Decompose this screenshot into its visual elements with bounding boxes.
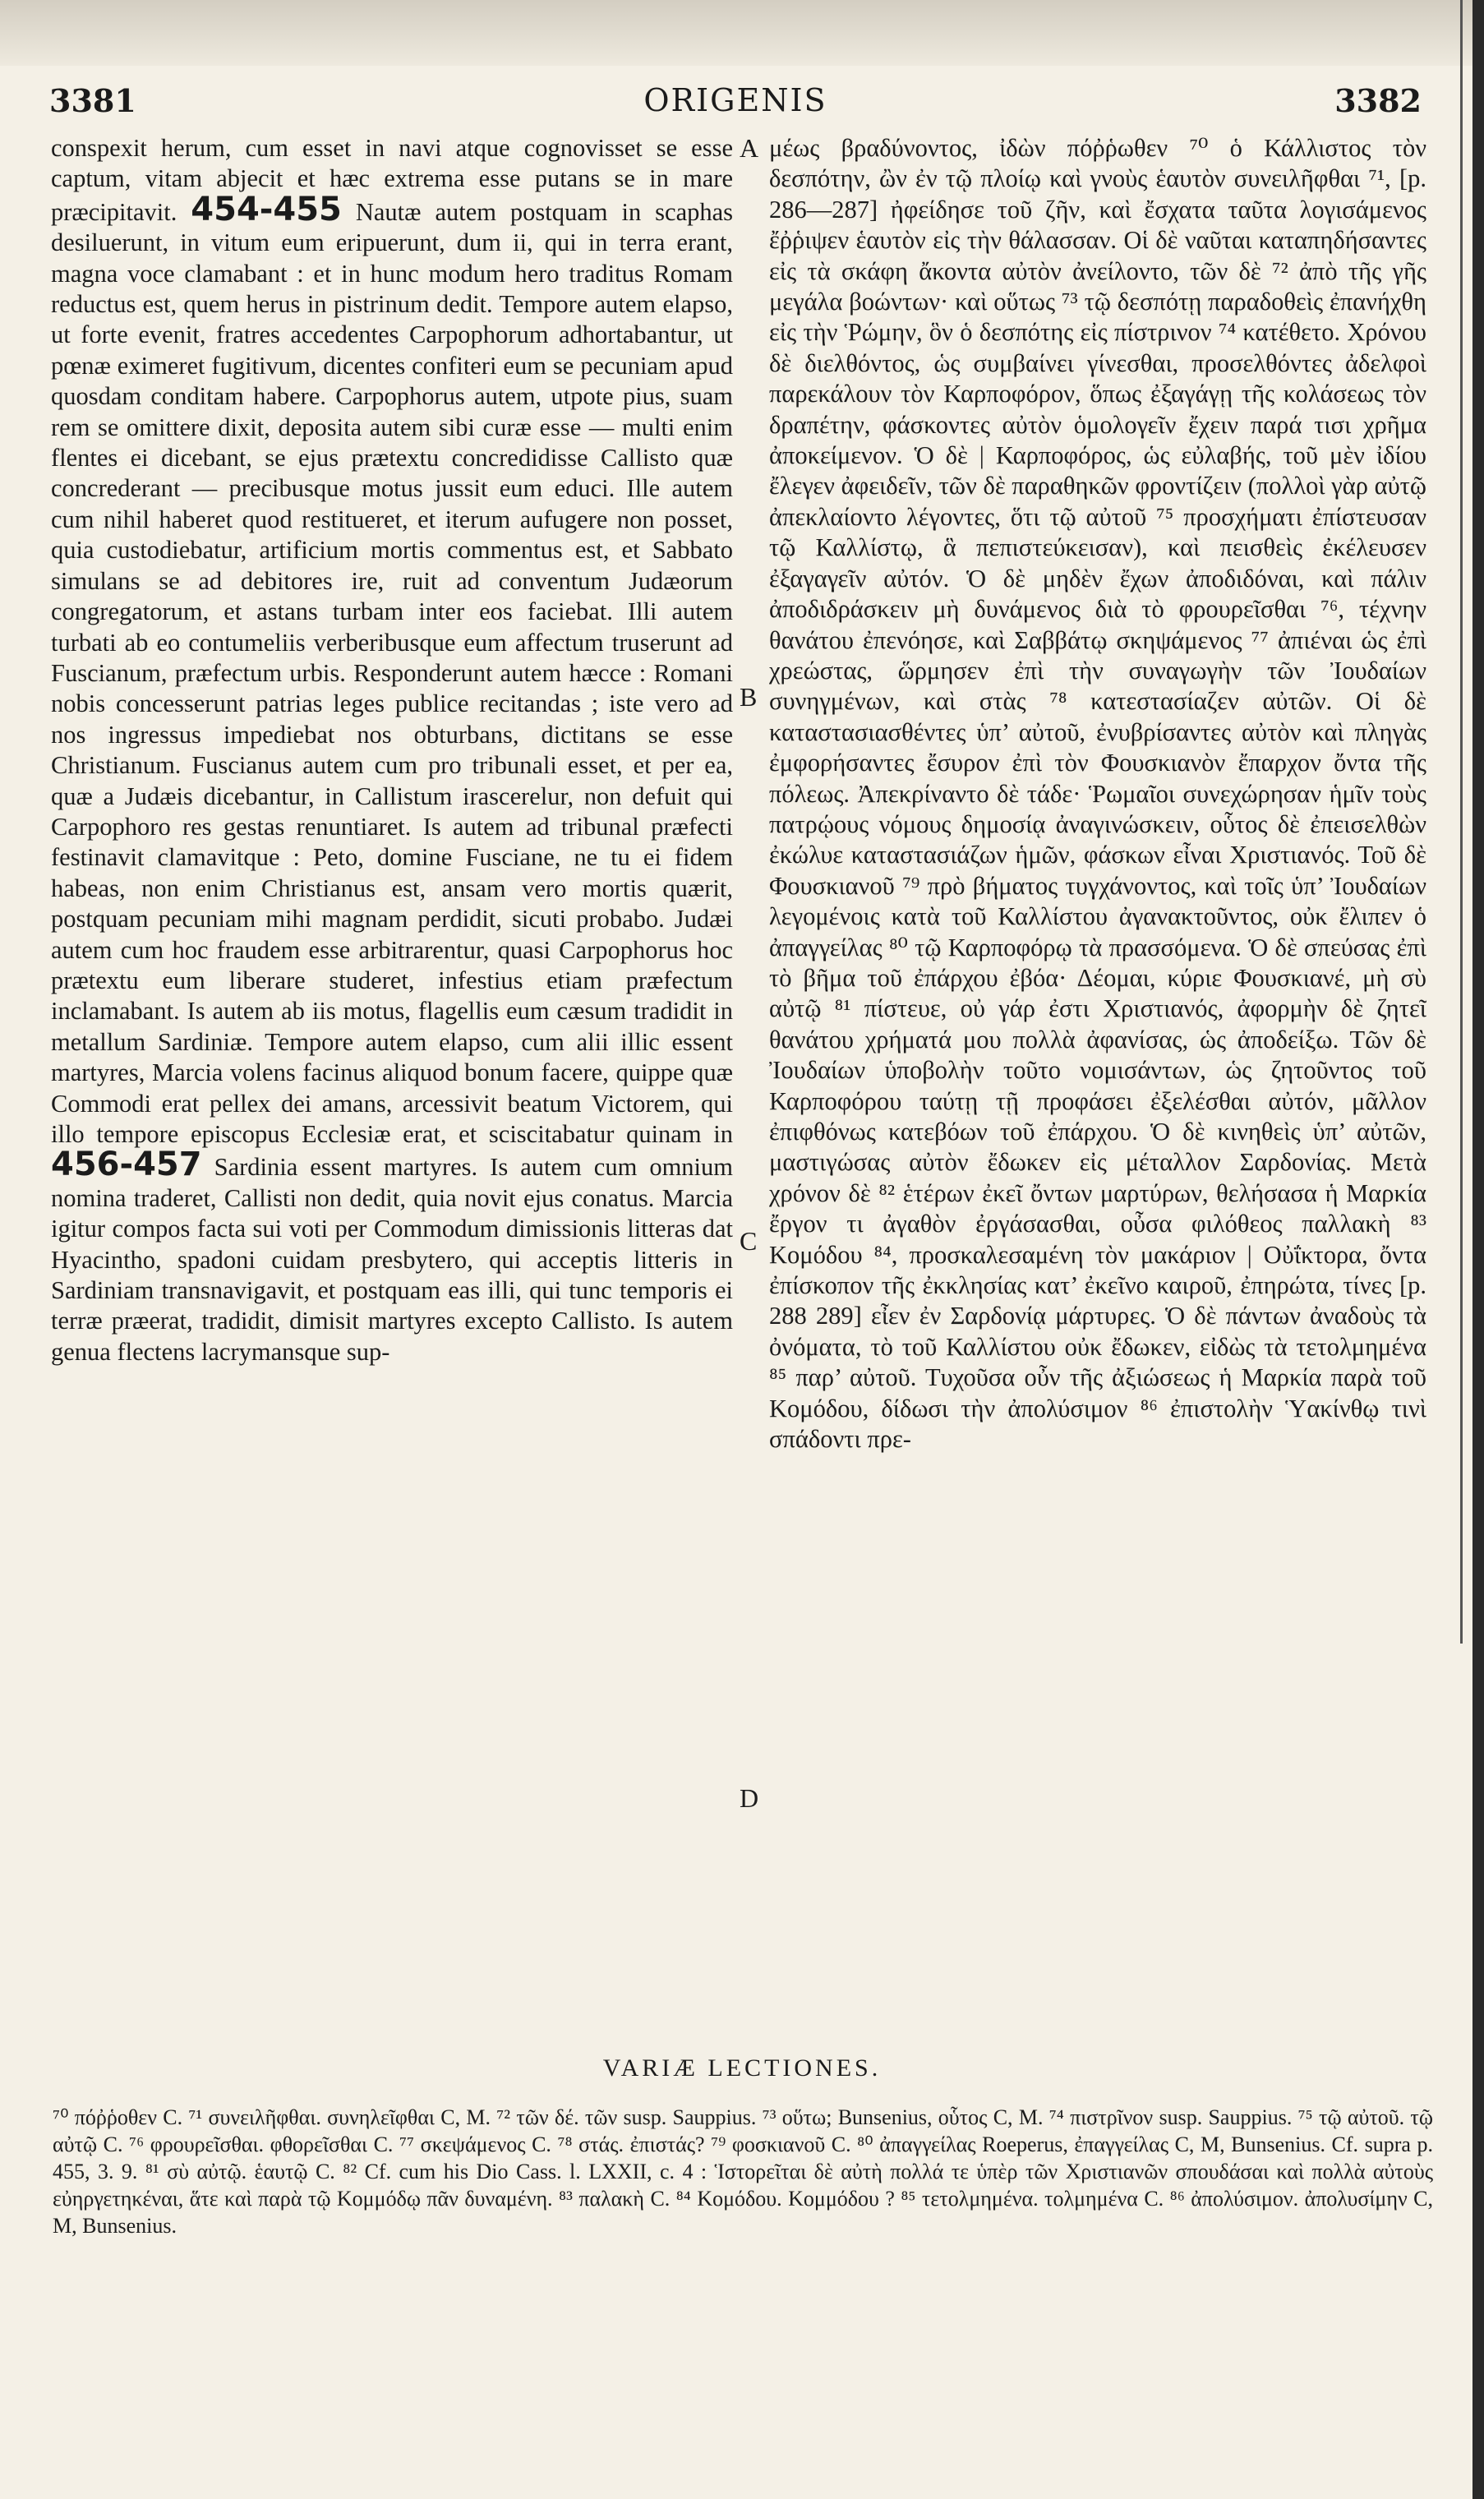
latin-text bbox=[51, 133, 733, 1367]
section-letter-b: B bbox=[740, 682, 758, 712]
running-header bbox=[49, 82, 1422, 131]
page-edge bbox=[1472, 0, 1484, 2499]
latin-text-part1: conspexit herum, cum esset in navi atque cognovisset se esse captum, vitam abjecit et hæc extrema esse putans se in mare præcipitavit. bbox=[51, 134, 733, 226]
variae-lectiones-heading: VARIÆ LECTIONES. bbox=[602, 2054, 882, 2082]
section-letter-c: C bbox=[740, 1226, 758, 1256]
binding-edge bbox=[1460, 0, 1463, 1644]
latin-text-part3: Sardinia essent martyres. Is autem cum omnium nomina traderet, Callisti non dedit, quia novit ejus conatus. Marcia igitur compos facta sui voti per Commodum dimissionis litteras dat Hyacintho, spadoni cuidam presbytero, qui acceptis litteris in Sardiniam transnavigavit, et postquam eas illi, qui tunc temporis ei terræ præerat, tradidit, dimisit martyres excepto Callisto. Is autem genua flectens lacrymansque sup- bbox=[51, 1153, 733, 1366]
page-number-right: 3382 bbox=[1334, 82, 1422, 119]
running-title: ORIGENIS bbox=[643, 82, 827, 118]
page-top-shadow bbox=[0, 0, 1484, 66]
section-letter-a: A bbox=[740, 133, 759, 163]
page-number-left: 3381 bbox=[49, 82, 136, 119]
latin-text-part2: Nautæ autem postquam in scaphas desiluerunt, in vitum eum eripuerunt, dum ii, qui in terra erant, magna voce clamabant : et in hunc modum hero traditus Romam reductus est, quem herus in pistrinum dedit. Tempore autem elapso, ut forte evenit, fratres accedentes Carpophorum adhortabantur, ut pœnæ eximeret fugitivum, dicentes confiteri eum se pecuniam apud quosdam conditam habere. Carpophorus autem, utpote pius, suam rem se omittere dixit, deposita autem sibi curæ esse — multi enim flentes ei dicebant, se ejus prætextu concredidisse Callisto quæ concrederant — precibusque motus jussit eum educi. Ille autem cum nihil haberet quod restitueret, et iterum aufugere non posset, quia custodiebatur, artificium mortis commentus est, et Sabbato simulans se ad debitores ire, ruit ad conventum Judæorum congregatorum, et astans turbam inter eos faciebat. Illi autem turbati ab eo contumeliis verberibusque eum affectum truserunt ad Fuscianum, præfectum urbis. Responderunt autem hæcce : Romani nobis concesserunt patrias leges publice recitandas ; iste vero ad nos ingressus impediebat nos obturbans, dictitans se esse Christianum. Fuscianus autem cum pro tribunali esset, et per ea, quæ a Judæis dicebantur, in Callistum irascerelur, non defuit qui Carpophoro res gestas renuntiaret. Is autem ad tribunal præfecti festinavit clamavitque : Peto, domine Fusciane, ne tu ei fidem habeas, non enim Christianus est, ansam vero mortis quærit, postquam pecuniam mihi magnam perdidit, sicuti probabo. Judæi autem cum hoc fraudem esse arbitrarentur, quasi Carpophorus hoc prætextu eum liberare studeret, infestius etiam præfectum inclamabant. Is autem ab iis motus, flagellis eum cæsum tradidit in metallum Sardiniæ. Tempore autem elapso, cum alii illic essent martyres, Marcia volens facinus aliquod bonum facere, quippe quæ Commodi erat pellex dei amans, arcessivit beatum Victorem, qui illo tempore episcopus Ecclesiæ erat, et sciscitabatur quinam in bbox=[51, 197, 733, 1148]
section-letter-d: D bbox=[740, 1783, 759, 1813]
page-marker-454-455: 454-455 bbox=[191, 190, 342, 228]
latin-column bbox=[51, 133, 733, 1916]
variae-notes-text: ⁷⁰ πόῤῥοθεν C. ⁷¹ συνειλῆφθαι. συνηλεῖφθαι C, M. ⁷² τῶν δέ. τῶν susp. Sauppius. ⁷³ οὕτω; Bunsenius, οὗτος C, M. ⁷⁴ πιστρῖνον susp. Sauppius. ⁷⁵ τῷ αὐτοῦ. τῷ αὐτῷ C. ⁷⁶ φρουρεῖσθαι. φθορεῖσθαι C. ⁷⁷ σκεψάμενος C. ⁷⁸ στάς. ἐπιστάς? ⁷⁹ φοσκιανοῦ C. ⁸⁰ ἀπαγγείλας Roeperus, ἐπαγγείλας C, M, Bunsenius. Cf. supra p. 455, 3. 9. ⁸¹ σὺ αὐτῷ. ἑαυτῷ C. ⁸² Cf. cum his Dio Cass. l. LXXII, c. 4 : Ἱστορεῖται δὲ αὐτὴ πολλά τε ὑπὲρ τῶν Χριστιανῶν σπουδάσαι καὶ πολλὰ αὐτοὺς εὐηργετηκέναι, ἅτε καὶ παρὰ τῷ Κομμόδῳ πᾶν δυναμένη. ⁸³ παλακὴ C. ⁸⁴ Κομόδου. Κομμόδου ? ⁸⁵ τετολμημένα. τολμημένα C. ⁸⁶ ἀπολύσιμον. ἀπολυσίμην C, M, Bunsenius. bbox=[53, 2105, 1433, 2238]
greek-text: μέως βραδύνοντος, ἰδὼν πόῤῥωθεν ⁷⁰ ὁ Κάλλιστος τὸν δεσπότην, ὢν ἐν τῷ πλοίῳ καὶ γνοὺς ἑαυτὸν συνειλῆφθαι ⁷¹, [p. 286—287] ἠφείδησε τοῦ ζῆν, καὶ ἔσχατα ταῦτα λογισάμενος ἔῤῥιψεν ἑαυτὸν εἰς τὴν θάλασσαν. Οἱ δὲ ναῦται καταπηδήσαντες εἰς τὰ σκάφη ἄκοντα αὐτὸν ἀνείλοντο, τῶν δὲ ⁷² ἀπὸ τῆς γῆς μεγάλα βοώντων· καὶ οὕτως ⁷³ τῷ δεσπότῃ παραδοθεὶς ἐπανήχθη εἰς τὴν Ῥώμην, ὃν ὁ δεσπότης εἰς πίστρινον ⁷⁴ κατέθετο. Χρόνου δὲ διελθόντος, ὡς συμβαίνει γίνεσθαι, προσελθόντες ἀδελφοὶ παρεκάλουν τὸν Καρποφόρον, ὅπως ἐξαγάγῃ τῆς κολάσεως τὸν δραπέτην, φάσκοντες αὐτὸν ὁμολογεῖν ἔχειν παρά τισι χρῆμα ἀποκείμενον. Ὁ δὲ | Καρποφόρος, ὡς εὐλαβής, τοῦ μὲν ἰδίου ἔλεγεν ἀφειδεῖν, τῶν δὲ παραθηκῶν φροντίζειν (πολλοὶ γὰρ αὐτῷ ἀπεκλαίοντο λέγοντες, ὅτι τῷ αὐτοῦ ⁷⁵ προσχήματι ἐπίστευσαν τῷ Καλλίστῳ, ἃ πεπιστεύκεισαν), καὶ πεισθεὶς ἐκέλευσεν ἐξαγαγεῖν αὐτόν. Ὁ δὲ μηδὲν ἔχων ἀποδιδόναι, καὶ πάλιν ἀποδιδράσκειν μὴ δυνάμενος διὰ τὸ φρουρεῖσθαι ⁷⁶, τέχνην θανάτου ἐπενόησε, καὶ Σαββάτῳ σκηψάμενος ⁷⁷ ἀπιέναι ὡς ἐπὶ χρεώστας, ὥρμησεν ἐπὶ τὴν συναγωγὴν τῶν Ἰουδαίων συνηγμένων, καὶ στὰς ⁷⁸ κατεστασίαζεν αὐτῶν. Οἱ δὲ καταστασιασθέντες ὑπ’ αὐτοῦ, ἐνυβρίσαντες αὐτὸν καὶ πληγὰς ἐμφορήσαντες ἔσυρον ἐπὶ τὸν Φουσκιανὸν ἔπαρχον ὄντα τῆς πόλεως. Ἀπεκρίναντο δὲ τάδε· Ῥωμαῖοι συνεχώρησαν ἡμῖν τοὺς πατρῴους νόμους δημοσίᾳ ἀναγινώσκειν, οὗτος δὲ ἐπεισελθὼν ἐκώλυε καταστασιάζων ἡμῶν, φάσκων εἶναι Χριστιανός. Τοῦ δὲ Φουσκιανοῦ ⁷⁹ πρὸ βήματος τυγχάνοντος, καὶ τοῖς ὑπ’ Ἰουδαίων λεγομένοις κατὰ τοῦ Καλλίστου ἀγανακτοῦντος, οὐκ ἔλιπεν ὁ ἀπαγγείλας ⁸⁰ τῷ Καρποφόρῳ τὰ πρασσόμενα. Ὁ δὲ σπεύσας ἐπὶ τὸ βῆμα τοῦ ἐπάρχου ἐβόα· Δέομαι, κύριε Φουσκιανέ, μὴ σὺ αὐτῷ ⁸¹ πίστευε, οὐ γάρ ἐστι Χριστιανός, ἀφορμὴν δὲ ζητεῖ θανάτου χρήματά μου πολλὰ ἀφανίσας, ὡς ἀποδείξω. Τῶν δὲ Ἰουδαίων ὑποβολὴν τοῦτο νομισάντων, ὡς ζητοῦντος τοῦ Καρποφόρου ταύτῃ τῇ προφάσει ἐξελέσθαι αὐτόν, μᾶλλον ἐπιφθόνως κατεβόων τοῦ ἐπάρχου. Ὁ δὲ κινηθεὶς ὑπ’ αὐτῶν, μαστιγώσας αὐτὸν ἔδωκεν εἰς μέταλλον Σαρδονίας. Μετὰ χρόνον δὲ ⁸² ἑτέρων ἐκεῖ ὄντων μαρτύρων, θελήσασα ἡ Μαρκία ἔργον τι ἀγαθὸν ἐργάσασθαι, οὖσα φιλόθεος παλλακὴ ⁸³ Κομόδου ⁸⁴, προσκαλεσαμένη τὸν μακάριον | Οὐΐκτορα, ὄντα ἐπίσκοπον τῆς ἐκκλησίας κατ’ ἐκεῖνο καιροῦ, ἐπηρώτα, τίνες [p. 288 289] εἶεν ἐν Σαρδονίᾳ μάρτυρες. Ὁ δὲ πάντων ἀναδοὺς τὰ ὀνόματα, τὸ τοῦ Καλλίστου οὐκ ἔδωκεν, εἰδὼς τὰ τετολμημένα ⁸⁵ παρ’ αὐτοῦ. Τυχοῦσα οὖν τῆς ἀξιώσεως ἡ Μαρκία παρὰ τοῦ Κομόδου, δίδωσι τὴν ἀπολύσιμον ⁸⁶ ἐπιστολὴν Ὑακίνθῳ τινὶ σπάδοντι πρε- bbox=[769, 134, 1426, 1454]
variae-lectiones-notes bbox=[53, 2104, 1433, 2416]
greek-column bbox=[769, 133, 1426, 1916]
page-marker-456-457: 456-457 bbox=[51, 1146, 202, 1184]
